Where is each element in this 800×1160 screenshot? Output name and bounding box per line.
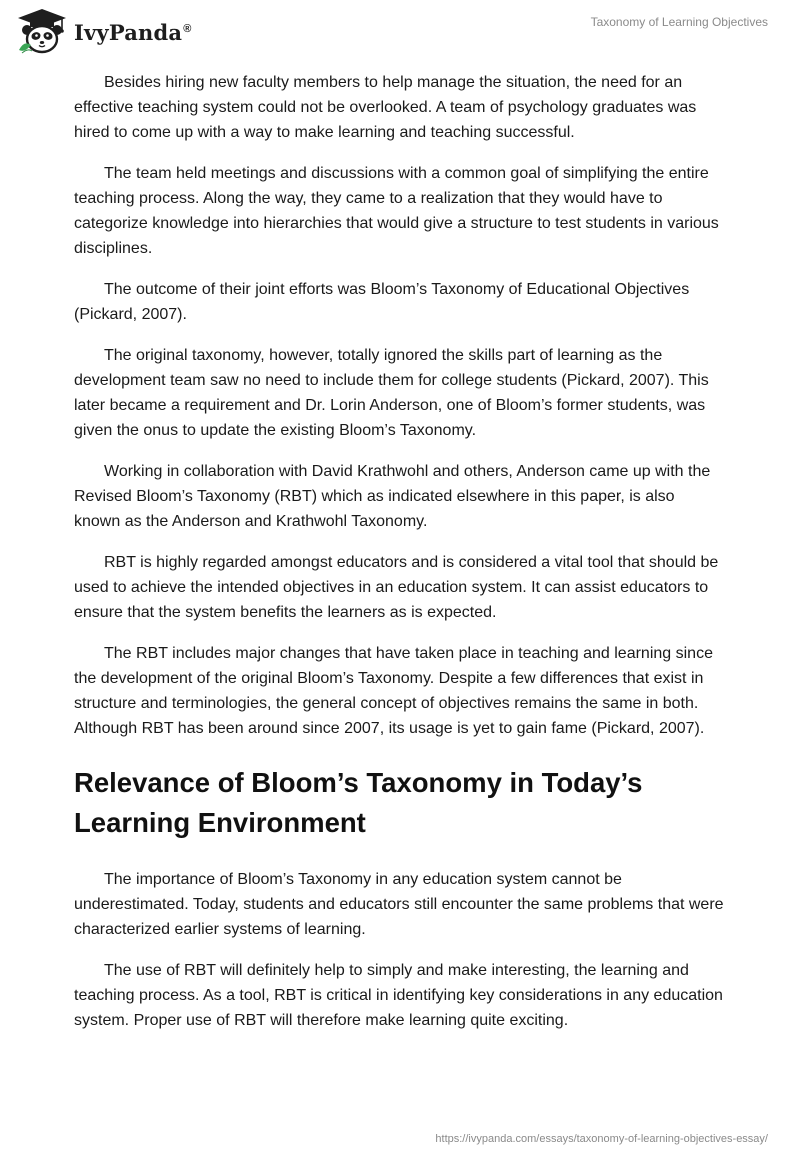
paragraph: The outcome of their joint efforts was Bloom’s Taxonomy of Educational Objectives (Pickard, 2007). [74,281,690,323]
panda-graduate-icon [16,8,68,54]
paragraph: Working in collaboration with David Krathwohl and others, Anderson came up with the Revised Bloom’s Taxonomy (RBT) which as indicated elsewhere in this paper, is also known as the Anderson and Krathwohl Taxonomy. [74,463,711,530]
document-title: Taxonomy of Learning Objectives [590,15,768,29]
paragraph: The importance of Bloom’s Taxonomy in any education system cannot be underestimated. Today, students and educators still encounter the same problems that were characterized earlier systems of learning. [74,871,724,938]
ivypanda-logo[interactable] [16,8,192,54]
paragraph: Besides hiring new faculty members to help manage the situation, the need for an effective teaching system could not be overlooked. A team of psychology graduates was hired to come up with a way to make learning and teaching successful. [74,74,697,141]
brand-name: IvyPanda® [74,19,192,45]
paragraph: The use of RBT will definitely help to simply and make interesting, the learning and teaching process. As a tool, RBT is critical in identifying key considerations in any education system. Proper use of RBT will therefore make learning quite exciting. [74,962,723,1029]
paragraph: RBT is highly regarded amongst educators and is considered a vital tool that should be used to achieve the intended objectives in an education system. It can assist educators to ensure that the system benefits the learners as is expected. [74,554,719,621]
section-heading: Relevance of Bloom’s Taxonomy in Today’s Learning Environment [74,767,643,838]
paragraph: The original taxonomy, however, totally ignored the skills part of learning as the development team saw no need to include them for college students (Pickard, 2007). This later became a requirement and Dr. Lorin Anderson, one of Bloom’s former students, was given the onus to update the existing Bloom’s Taxonomy. [74,347,709,439]
page-header [0,0,800,64]
paragraph: The team held meetings and discussions with a common goal of simplifying the entire teaching process. Along the way, they came to a realization that they would have to categorize knowledge into hierarchies that would give a structure to test students in various disciplines. [74,165,719,257]
source-url[interactable]: https://ivypanda.com/essays/taxonomy-of-learning-objectives-essay/ [435,1133,768,1145]
essay-body [74,70,724,1049]
paragraph: The RBT includes major changes that have taken place in teaching and learning since the development of the original Bloom’s Taxonomy. Despite a few differences that exist in structure and terminologies, the general concept of objectives remains the same in both. Although RBT has been around since 2007, its usage is yet to gain fame (Pickard, 2007). [74,645,713,737]
registered-mark: ® [183,22,192,35]
